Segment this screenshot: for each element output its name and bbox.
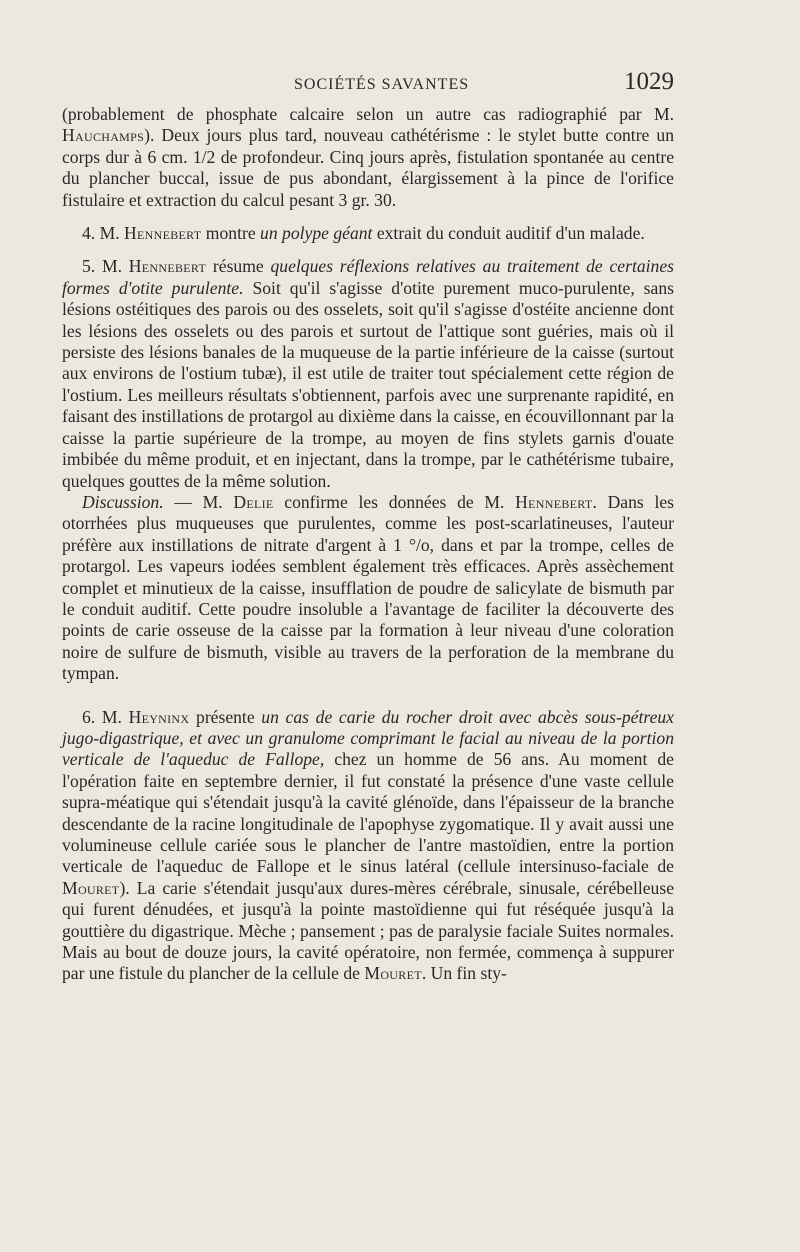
author-name: Heyninx: [128, 706, 190, 727]
paragraph-item-5: [62, 256, 674, 491]
p5-rest3: . Un fin sty-: [421, 963, 507, 984]
p2-mid: montre: [201, 223, 261, 244]
paragraph-discussion: [62, 492, 674, 685]
p4-mid: confirme les données de M.: [273, 491, 516, 512]
page-number: 1029: [624, 68, 674, 95]
paragraph-calculus-case: [62, 104, 674, 211]
p3-lead: 5. M.: [82, 256, 129, 277]
p5-rest2: ). La carie s'étendait jusqu'aux dures-mères cérébrale, sinusale, cérébelleuse qui furent dénudées, et jusqu'à la pointe mastoïdienne qui fut réséquée jusqu'à la gouttière du digastrique. Mèche ; pansement ; pas de paralysie faciale Suites normales. Mais au bout de douze jours, la cavité opératoire, non fermée, commença à suppurer par une fistule du plancher de la cellule de: [62, 877, 674, 984]
running-head: SOCIÉTÉS SAVANTES: [294, 76, 470, 93]
article-body: [62, 104, 674, 985]
author-name: Hauchamps: [62, 125, 145, 146]
p4-lead: — M.: [163, 491, 234, 512]
p3-mid: résume: [206, 256, 271, 277]
paragraph-item-6: [62, 707, 674, 985]
p2-rest: extrait du conduit auditif d'un malade.: [372, 223, 645, 244]
communication-title: un polype géant: [260, 223, 373, 244]
author-name: Mouret: [62, 877, 120, 898]
author-name: Delie: [233, 491, 274, 512]
author-name: Hennebert: [124, 223, 202, 244]
communication-title: un cas de carie du rocher droit avec abcès sous-pétreux jugo-digastrique, et avec un granulome comprimant le facial au niveau de la portion verticale de l'aqueduc de Fallope,: [62, 706, 674, 770]
discussion-label: Discussion.: [82, 491, 164, 512]
p5-rest1: chez un homme de 56 ans. Au moment de l'opération faite en septembre dernier, il fut constaté la présence d'une vaste cellule supra-méatique qui s'étendait jusqu'à la cavité glénoïde, dans l'épaisseur de la branche descendante de la racine longitudinale de l'apophyse zygomatique. Il y avait aussi une volumineuse cellule cariée sous le plancher de l'antre mastoïdien, entre la portion verticale de l'aqueduc de Fallope et le sinus latéral (cellule intersinuso-faciale de: [62, 749, 674, 877]
paragraph-item-4: [62, 223, 674, 244]
author-name: Hennebert: [128, 256, 207, 277]
communication-title: quelques réflexions relatives au traitement de certaines formes d'otite purulente.: [62, 256, 674, 298]
author-name: Hennebert: [515, 491, 593, 512]
p1-rest: ). Deux jours plus tard, nouveau cathétérisme : le stylet butte contre un corps dur à 6 cm. 1/2 de profondeur. Cinq jours après, fistulation spontanée au centre du plancher buccal, issue de pus abondant, élargissement à la pince de l'orifice fistulaire et extraction du calcul pesant 3 gr. 30.: [62, 125, 674, 210]
p1-text: (probablement de phosphate calcaire selon un autre cas radiographié par M.: [62, 104, 674, 124]
p2-lead: 4. M.: [82, 223, 125, 244]
page-header: [62, 68, 674, 102]
p5-mid: présente: [189, 706, 262, 727]
p3-rest: Soit qu'il s'agisse d'otite purement muco-purulente, sans lésions ostéitiques des parois ou des osselets, soit qu'il s'agisse d'ostéite ancienne dont les lésions des osselets ou des parois et surtout de l'attique sont guéries, mais où il persiste des lésions banales de la muqueuse de la partie inférieure de la caisse (surtout aux environs de l'ostium tubæ), il est utile de traiter tout spécialement cette région de l'ostium. Les meilleurs résultats s'obtiennent, parfois avec une surprenante rapidité, en faisant des instillations de protargol au dixième dans la caisse, en écouvillonnant par la caisse la partie supérieure de la trompe, au moyen de fins stylets garnis d'ouate imbibée du même produit, et en injectant, dans la trompe, par le cathétérisme tubaire, quelques gouttes de la même solution.: [62, 277, 674, 491]
p5-lead: 6. M.: [82, 706, 129, 727]
author-name: Mouret: [364, 963, 422, 984]
p4-rest: . Dans les otorrhées plus muqueuses que purulentes, comme les post-scarlatineuses, l'auteur préfère aux instillations de nitrate d'argent à 1 °/o, dans et par la trompe, celles de protargol. Les vapeurs iodées semblent également très efficaces. Après assèchement complet et minutieux de la caisse, insufflation de poudre de salicylate de bismuth par le conduit auditif. Cette poudre insoluble a l'avantage de faciliter la découverte des points de carie osseuse de la caisse par la formation à leur niveau d'une coloration noire de sulfure de bismuth, visible au travers de la perforation de la membrane du tympan.: [62, 491, 674, 684]
